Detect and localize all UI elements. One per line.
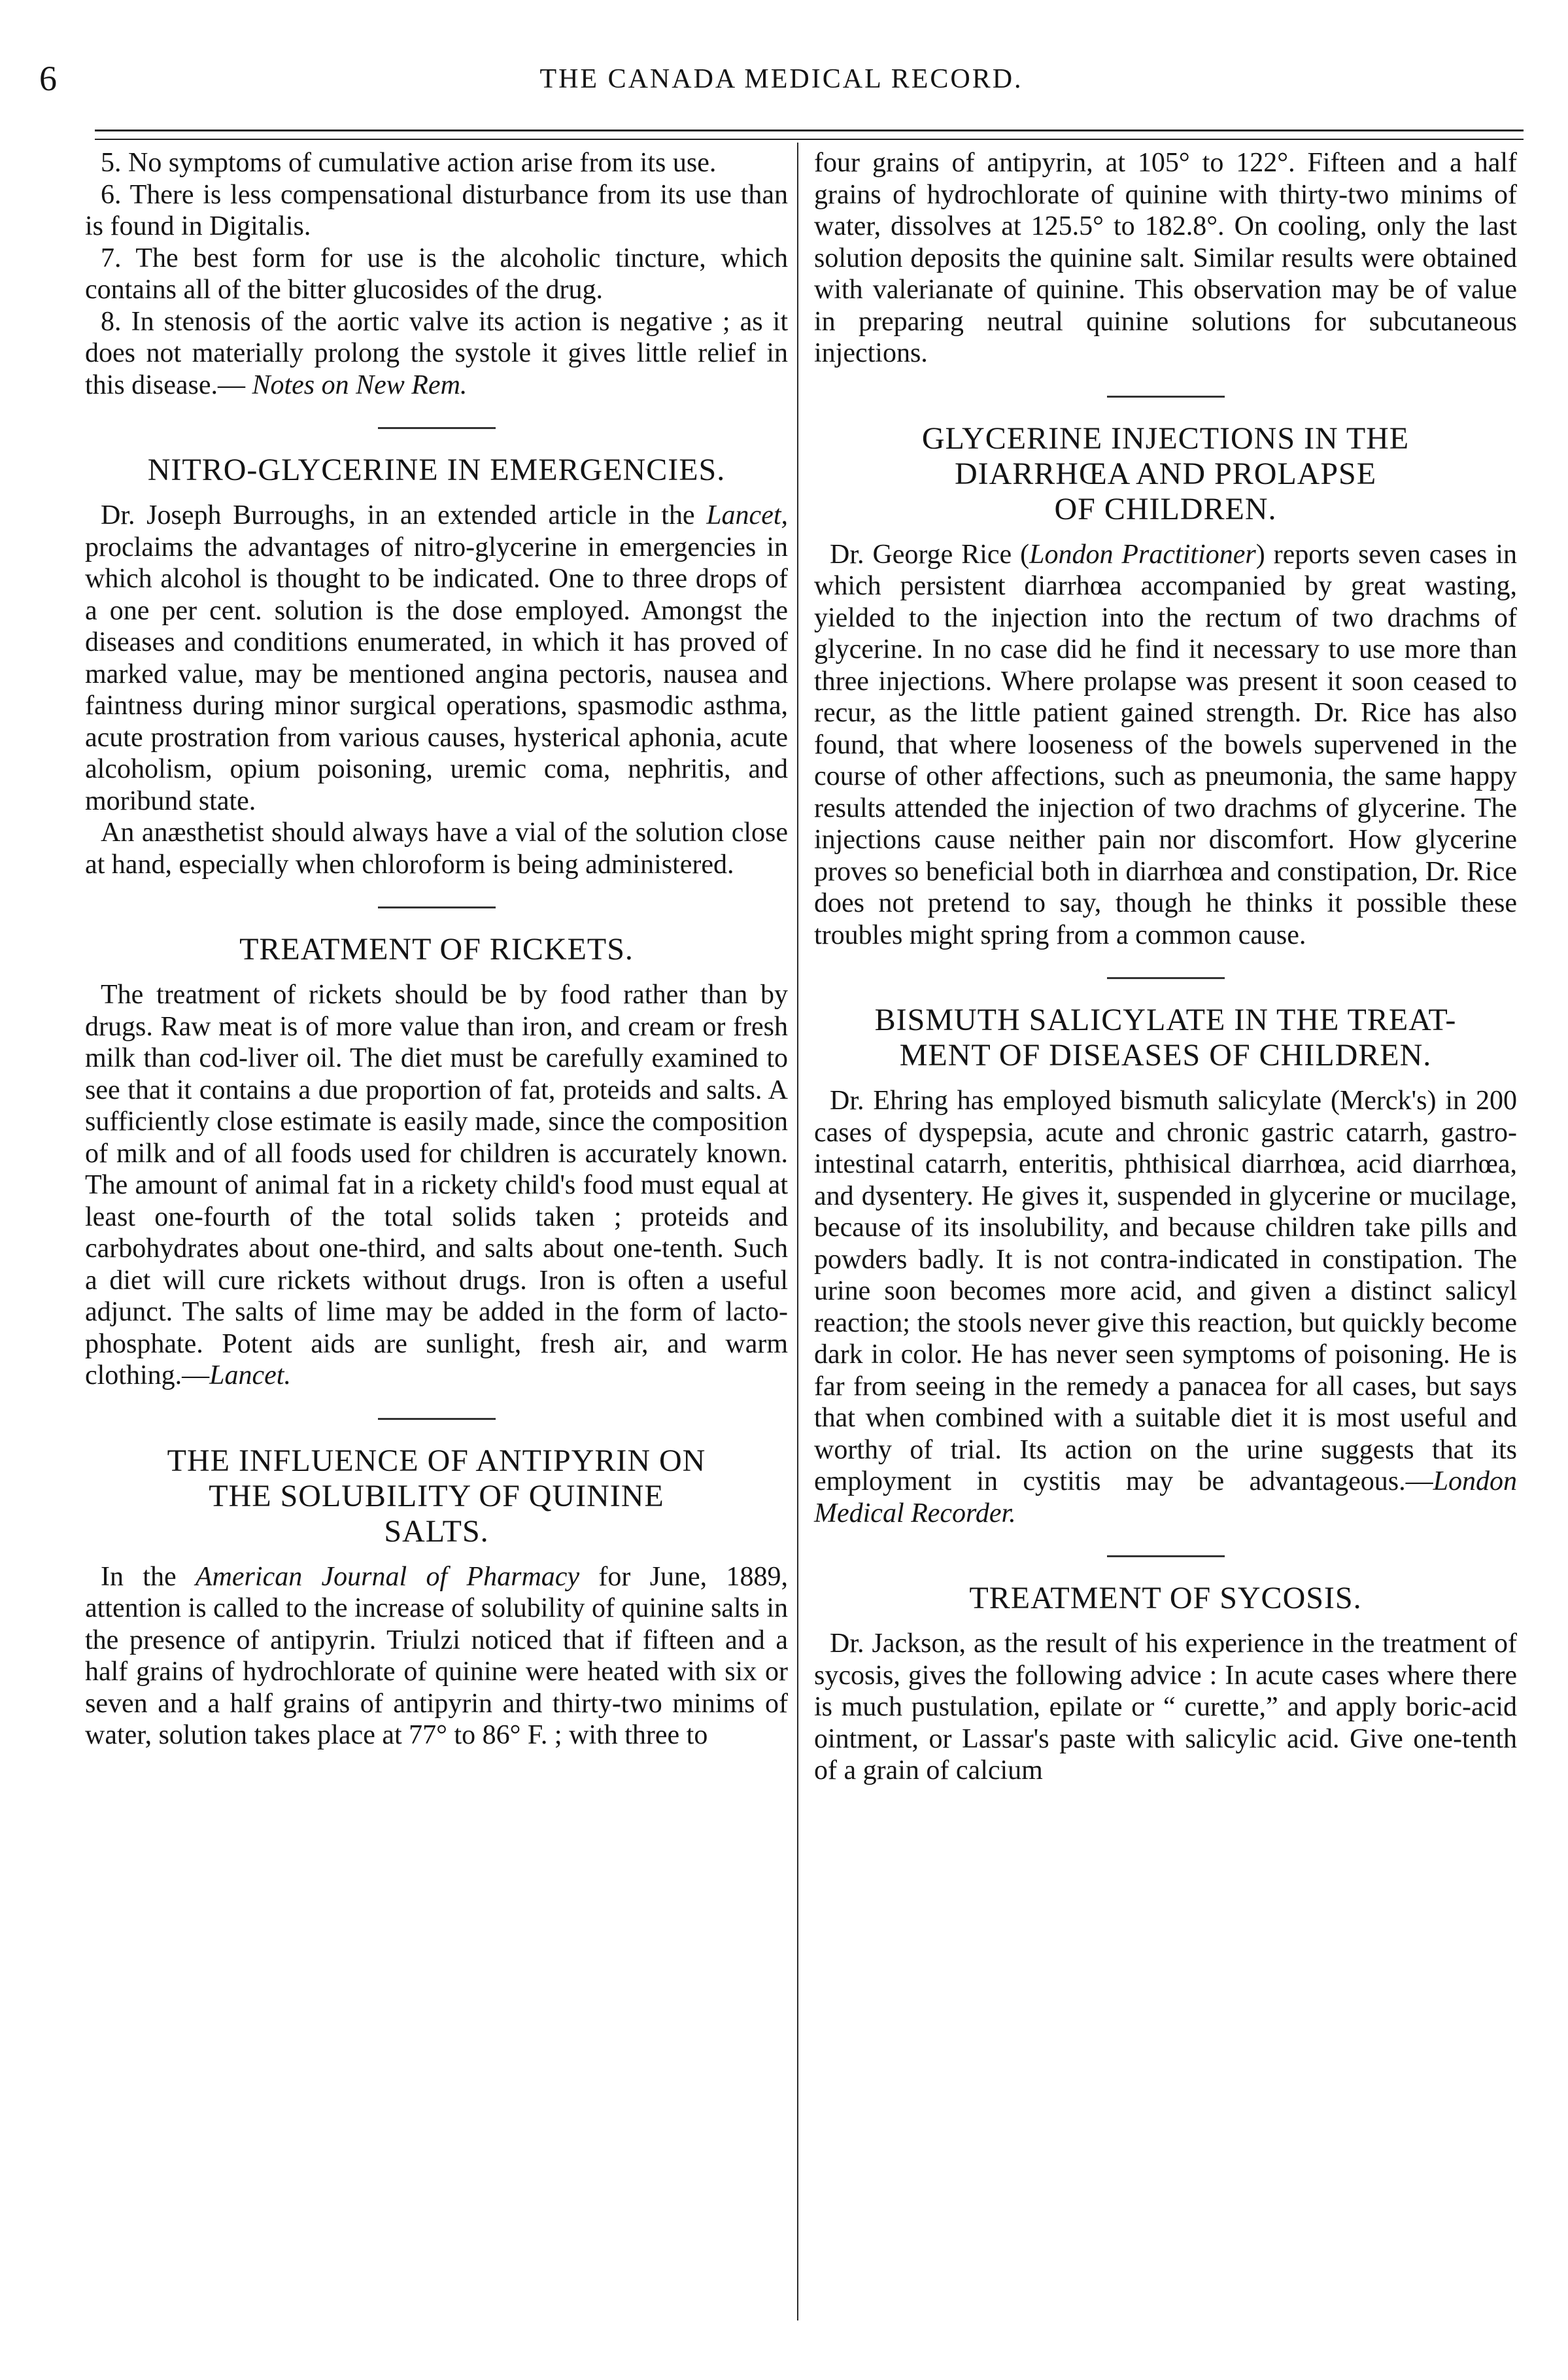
paragraph-text: ) reports seven cases in which persistent diarrhœa accompanied by great wasting, yielded to the injection into the rectum of two drachms of glycerine. In no case did he find it necessary to use more than three injections. Where prolapse was present it soon ceased to recur, as the little patient gained strength. Dr. Rice has also found, that where looseness of the bowels supervened in the course of other affections, such as pneumonia, the same happy results attended the injection of two drachms of glycerine. The injections cause neither pain nor discomfort. How glycerine proves so beneficial both in diarrhœa and constipation, Dr. Rice does not pretend to say, though he thinks it possible these troubles might spring from a common cause.	[814, 539, 1517, 950]
digitalis-article-end	[85, 147, 788, 401]
article-paragraph	[814, 539, 1517, 952]
article-heading	[814, 421, 1517, 527]
heading-line: THE INFLUENCE OF ANTIPYRIN ON	[167, 1443, 706, 1478]
running-head	[39, 46, 1524, 111]
list-item: 7. The best form for use is the alcoholic tincture, which contains all of the bitter glucosides of the drug.	[85, 243, 788, 305]
section-divider	[1107, 396, 1225, 398]
header-rule-thin	[95, 139, 1524, 140]
article-heading: TREATMENT OF RICKETS.	[239, 932, 634, 967]
list-item: 5. No symptoms of cumulative action arise from its use.	[101, 148, 717, 178]
section-divider	[378, 906, 496, 908]
right-column	[814, 147, 1517, 1787]
journal-title: THE CANADA MEDICAL RECORD.	[539, 64, 1023, 94]
paragraph-text: In the	[101, 1561, 196, 1592]
page-number: 6	[39, 59, 57, 98]
paragraph-text: Dr. Joseph Burroughs, in an extended article in the	[101, 500, 707, 530]
heading-line: BISMUTH SALICYLATE IN THE TREAT-	[874, 1003, 1457, 1037]
list-item	[85, 306, 788, 402]
paragraph-text: for June, 1889, attention is called to the increase of solubility of quinine salts in the presence of antipyrin. Triulzi noticed that if fifteen and a half grains of hydrochlorate of quinine were heated with six or seven and a half grains of antipyrin and thirty-two minims of water, solution takes place at 77° to 86° F. ; with three to	[85, 1561, 788, 1750]
article-heading	[814, 1003, 1517, 1073]
section-divider	[1107, 977, 1225, 979]
paragraph-text: Dr. Ehring has employed bismuth salicylate (Merck's) in 200 cases of dyspepsia, acute and chronic gastric catarrh, gastro-intestinal catarrh, enteritis, phthisical diarrhœa, acid diarrhœa, and dysentery. He gives it, suspended in glycerine or mucilage, because of its insolubility, and because children take pills and powders badly. It is not contra-indicated in constipation. The urine soon becomes more acid, and given a distinct salicyl reaction; the stools never give this reaction, but quickly become dark in color. He has never seen symptoms of poisoning. He is far from seeing in the remedy a panacea for all cases, but says that when combined with a suitable diet it is most useful and worthy of trial. Its action on the urine suggests that its employment in cystitis may be advantageous.—	[814, 1086, 1517, 1496]
section-divider	[1107, 1555, 1225, 1557]
article-heading: TREATMENT OF SYCOSIS.	[969, 1581, 1362, 1615]
article-heading	[85, 1443, 788, 1549]
heading-line: THE SOLUBILITY OF QUININE	[209, 1478, 664, 1513]
heading-line: SALTS.	[384, 1513, 489, 1549]
source-citation: Lancet,	[706, 500, 788, 530]
source-citation: London Practitioner	[1029, 539, 1256, 570]
list-item: 6. There is less compensational disturbance from its use than is found in Digitalis.	[85, 179, 788, 241]
column-divider	[797, 143, 798, 2320]
source-citation: London Medical Recorder.	[814, 1466, 1517, 1528]
heading-line: OF CHILDREN.	[1054, 491, 1277, 526]
paragraph-text: The treatment of rickets should be by food rather than by drugs. Raw meat is of more value than iron, and cream or fresh milk than cod-liver oil. The diet must be carefully examined to see that it contains a due proportion of fat, proteids and salts. A sufficiently close estimate is easily made, since the composition of milk and of all foods used for children is accurately known. The amount of animal fat in a rickety child's food must equal at least one-fourth of the total solids taken ; proteids and carbohydrates about one-third, and salts about one-tenth. Such a diet will cure rickets without drugs. Iron is often a useful adjunct. The salts of lime may be added in the form of lacto-phosphate. Potent aids are sunlight, fresh air, and warm clothing.—	[85, 980, 788, 1390]
article-paragraph: four grains of antipyrin, at 105° to 122°. Fifteen and a half grains of hydrochlorate of quinine with thirty-two minims of water, dissolves at 125.5° to 182.8°. On cooling, only the last solution deposits the quinine salt. Similar results were obtained with valerianate of quinine. This observation may be of value in preparing neutral quinine solutions for subcutaneous injections.	[814, 148, 1517, 368]
list-item-text: 8. In stenosis of the aortic valve its action is negative ; as it does not materially prolong the systole it gives little relief in this disease.—	[85, 306, 788, 400]
header-rule	[95, 129, 1524, 131]
left-column	[85, 147, 788, 1751]
article-paragraph	[814, 1085, 1517, 1529]
source-citation: American Journal of Pharmacy	[195, 1561, 580, 1592]
section-divider	[378, 1418, 496, 1420]
section-divider	[378, 427, 496, 429]
source-citation: Lancet.	[209, 1360, 291, 1390]
article-paragraph: An anæsthetist should always have a vial of the solution close at hand, especially when chloroform is being administered.	[85, 818, 788, 880]
article-paragraph	[85, 500, 788, 817]
article-paragraph	[85, 979, 788, 1392]
paragraph-text: proclaims the advantages of nitro-glycerine in emergencies in which alcohol is thought to be indicated. One to three drops of a one per cent. solution is the dose employed. Amongst the diseases and conditions enumerated, in which it has proved of marked value, may be mentioned angina pectoris, nausea and faintness during minor surgical operations, spasmodic asthma, acute prostration from various causes, hysterical aphonia, acute alcoholism, opium poisoning, uremic coma, nephritis, and moribund state.	[85, 532, 788, 816]
article-paragraph	[85, 1561, 788, 1751]
paragraph-text: Dr. George Rice (	[830, 539, 1030, 570]
article-paragraph: Dr. Jackson, as the result of his experience in the treatment of sycosis, gives the following advice : In acute cases where there is much pustulation, epilate or “ curette,” and apply boric-acid ointment, or Lassar's paste with salicylic acid. Give one-tenth of a grain of calcium	[814, 1629, 1517, 1785]
heading-line: DIARRHŒA AND PROLAPSE	[954, 456, 1377, 491]
heading-line: GLYCERINE INJECTIONS IN THE	[921, 421, 1410, 456]
article-heading: NITRO-GLYCERINE IN EMERGENCIES.	[147, 453, 726, 487]
heading-line: MENT OF DISEASES OF CHILDREN.	[899, 1038, 1432, 1073]
source-citation: Notes on New Rem.	[252, 370, 468, 400]
